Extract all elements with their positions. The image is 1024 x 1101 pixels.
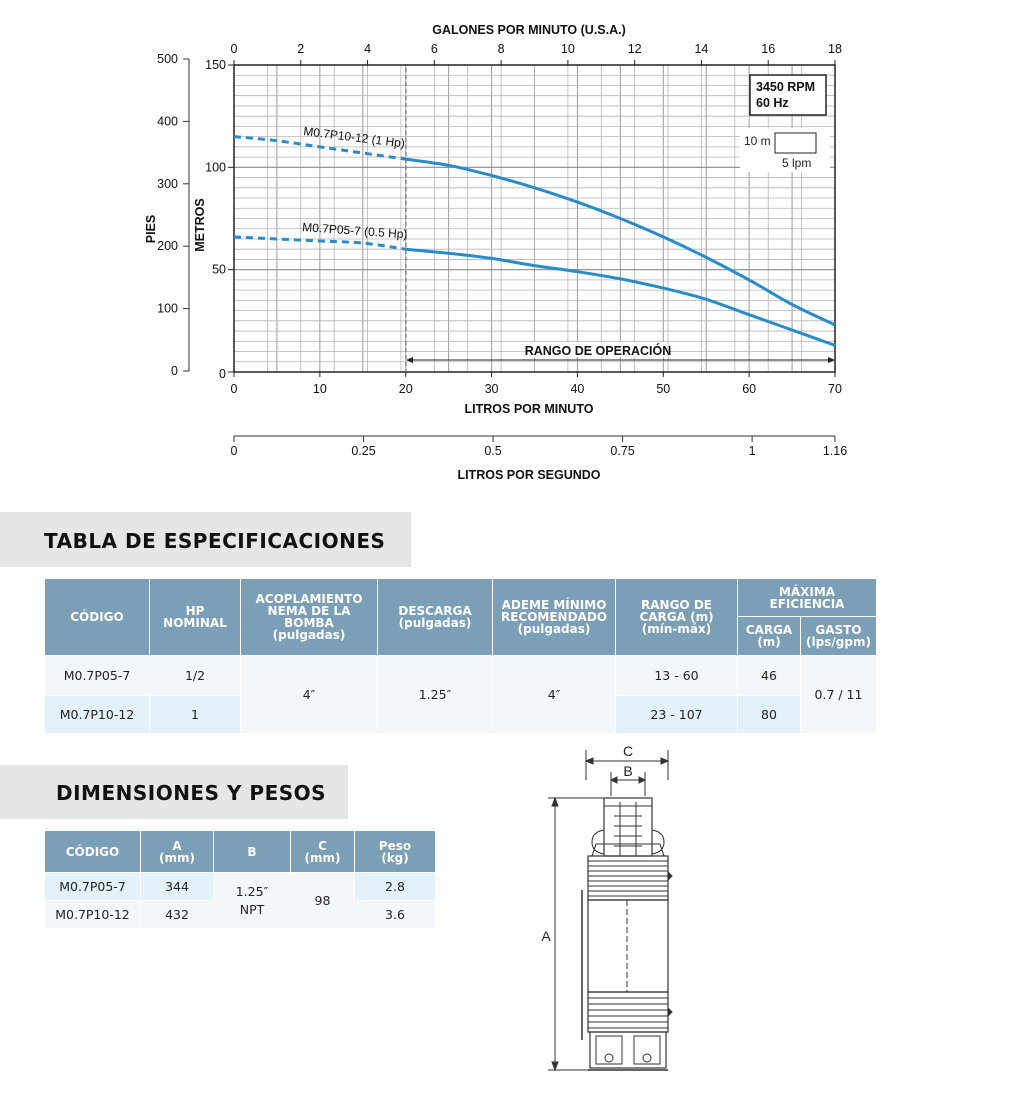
scale-legend-box: [775, 133, 816, 153]
gpm-tick-label: 8: [497, 42, 505, 56]
lps-tick-label: 0.25: [351, 444, 376, 458]
dims-cell-a: 432: [141, 901, 213, 928]
pump-performance-chart: [0, 0, 1024, 500]
lpm-tick-label: 0: [230, 382, 238, 396]
cell-hp: 1: [150, 696, 240, 733]
header-hp: HP NOMINAL: [150, 579, 240, 655]
chart-grid: [234, 65, 835, 372]
pies-tick-label: 500: [157, 52, 178, 66]
dims-header-a: A (mm): [141, 831, 213, 872]
cell-acoplamiento: 4″: [241, 656, 377, 733]
header-maxima-eficiencia: MÁXIMA EFICIENCIA: [738, 579, 876, 616]
header-rango: RANGO DE CARGA (m) (mín-máx): [616, 579, 737, 655]
dims-header-b: B: [214, 831, 290, 872]
lps-axis-label: LITROS POR SEGUNDO: [457, 468, 601, 482]
gpm-tick-label: 18: [828, 42, 842, 56]
pies-tick-label: 200: [157, 239, 178, 254]
dims-cell-codigo: M0.7P05-7: [45, 873, 140, 900]
pies-tick-label: 300: [157, 176, 178, 191]
gpm-tick-label: 12: [627, 42, 642, 56]
gpm-tick-label: 4: [364, 42, 372, 56]
dims-cell-a: 344: [141, 873, 213, 900]
cell-rango: 23 - 107: [616, 696, 737, 733]
lps-tick-label: 1.16: [822, 444, 848, 458]
gpm-tick-label: 6: [430, 42, 438, 56]
lpm-tick-label: 20: [398, 382, 413, 396]
gpm-tick-label: 2: [297, 42, 305, 56]
scale-legend-vertical: 10 m: [744, 134, 771, 148]
header-acoplamiento: ACOPLAMIENTO NEMA DE LA BOMBA (pulgadas): [241, 579, 377, 655]
dimension-c-label: C: [622, 743, 634, 759]
dims-header-codigo: CÓDIGO: [45, 831, 140, 872]
pies-tick-label: 0: [171, 364, 178, 378]
cell-ademe: 4″: [493, 656, 615, 733]
pies-tick-label: 400: [157, 114, 178, 129]
cell-gasto: 0.7 / 11: [801, 656, 876, 733]
lpm-tick-label: 60: [742, 382, 757, 396]
pies-axis-label: PIES: [144, 214, 158, 244]
lps-tick-label: 0.75: [610, 444, 635, 458]
header-gasto: GASTO (lps/gpm): [801, 617, 876, 655]
series-label-1hp: M0.7P10-12 (1 Hp): [302, 124, 406, 151]
metros-tick-label: 150: [205, 58, 226, 72]
pies-tick-label: 100: [157, 301, 178, 316]
gpm-tick-label: 0: [230, 42, 238, 56]
cell-hp: 1/2: [150, 656, 240, 695]
specs-title: TABLA DE ESPECIFICACIONES: [44, 529, 386, 553]
table-row: [45, 656, 876, 695]
dims-cell-codigo: M0.7P10-12: [45, 901, 140, 928]
table-row: [45, 873, 435, 900]
gpm-tick-label: 10: [560, 42, 575, 56]
rpm-label: 3450 RPM: [756, 80, 816, 94]
lpm-tick-label: 10: [312, 382, 327, 396]
dims-table: [44, 830, 436, 929]
dims-section-header: [0, 765, 348, 819]
header-descarga: DESCARGA (pulgadas): [378, 579, 492, 655]
cell-codigo: M0.7P05-7: [45, 656, 149, 695]
cell-rango: 13 - 60: [616, 656, 737, 695]
metros-tick-label: 100: [205, 160, 226, 175]
lpm-axis-label: LITROS POR MINUTO: [464, 402, 594, 416]
pump-dimension-diagram: [530, 740, 690, 1080]
specs-section-header: [0, 512, 411, 567]
gpm-tick-label: 14: [694, 42, 709, 56]
lps-tick-label: 0: [230, 444, 238, 458]
lps-tick-label: 1: [748, 444, 756, 458]
lpm-tick-label: 40: [570, 382, 585, 396]
scale-legend-horizontal: 5 lpm: [782, 156, 812, 170]
series-label-05hp: M0.7P05-7 (0.5 Hp): [301, 220, 408, 242]
dimension-a-label: A: [541, 928, 551, 944]
gpm-axis-label: GALONES POR MINUTO (U.S.A.): [432, 23, 626, 37]
dims-cell-c: 98: [291, 873, 354, 928]
operation-range-label: RANGO DE OPERACIÓN: [524, 344, 672, 358]
gpm-tick-label: 16: [761, 42, 776, 56]
dims-title: DIMENSIONES Y PESOS: [56, 781, 327, 805]
hz-label: 60 Hz: [756, 96, 789, 110]
cell-descarga: 1.25″: [378, 656, 492, 733]
specs-table: [44, 578, 877, 734]
dims-cell-b: 1.25″ NPT: [214, 873, 290, 928]
dims-header-c: C (mm): [291, 831, 354, 872]
dims-cell-peso: 3.6: [355, 901, 435, 928]
dims-cell-peso: 2.8: [355, 873, 435, 900]
header-carga: CARGA (m): [738, 617, 800, 655]
cell-codigo: M0.7P10-12: [45, 696, 149, 733]
header-ademe: ADEME MÍNIMO RECOMENDADO (pulgadas): [493, 579, 615, 655]
metros-axis-label: METROS: [193, 198, 207, 252]
lpm-tick-label: 70: [828, 382, 842, 396]
header-codigo: CÓDIGO: [45, 579, 149, 655]
dims-header-peso: Peso (kg): [355, 831, 435, 872]
dimension-b-label: B: [623, 763, 633, 779]
metros-tick-label: 50: [212, 262, 226, 277]
cell-carga: 46: [738, 656, 800, 695]
lpm-tick-label: 50: [656, 382, 671, 396]
cell-carga: 80: [738, 696, 800, 733]
lpm-tick-label: 30: [484, 382, 499, 396]
lps-tick-label: 0.5: [484, 444, 502, 458]
metros-tick-label: 0: [219, 367, 226, 381]
